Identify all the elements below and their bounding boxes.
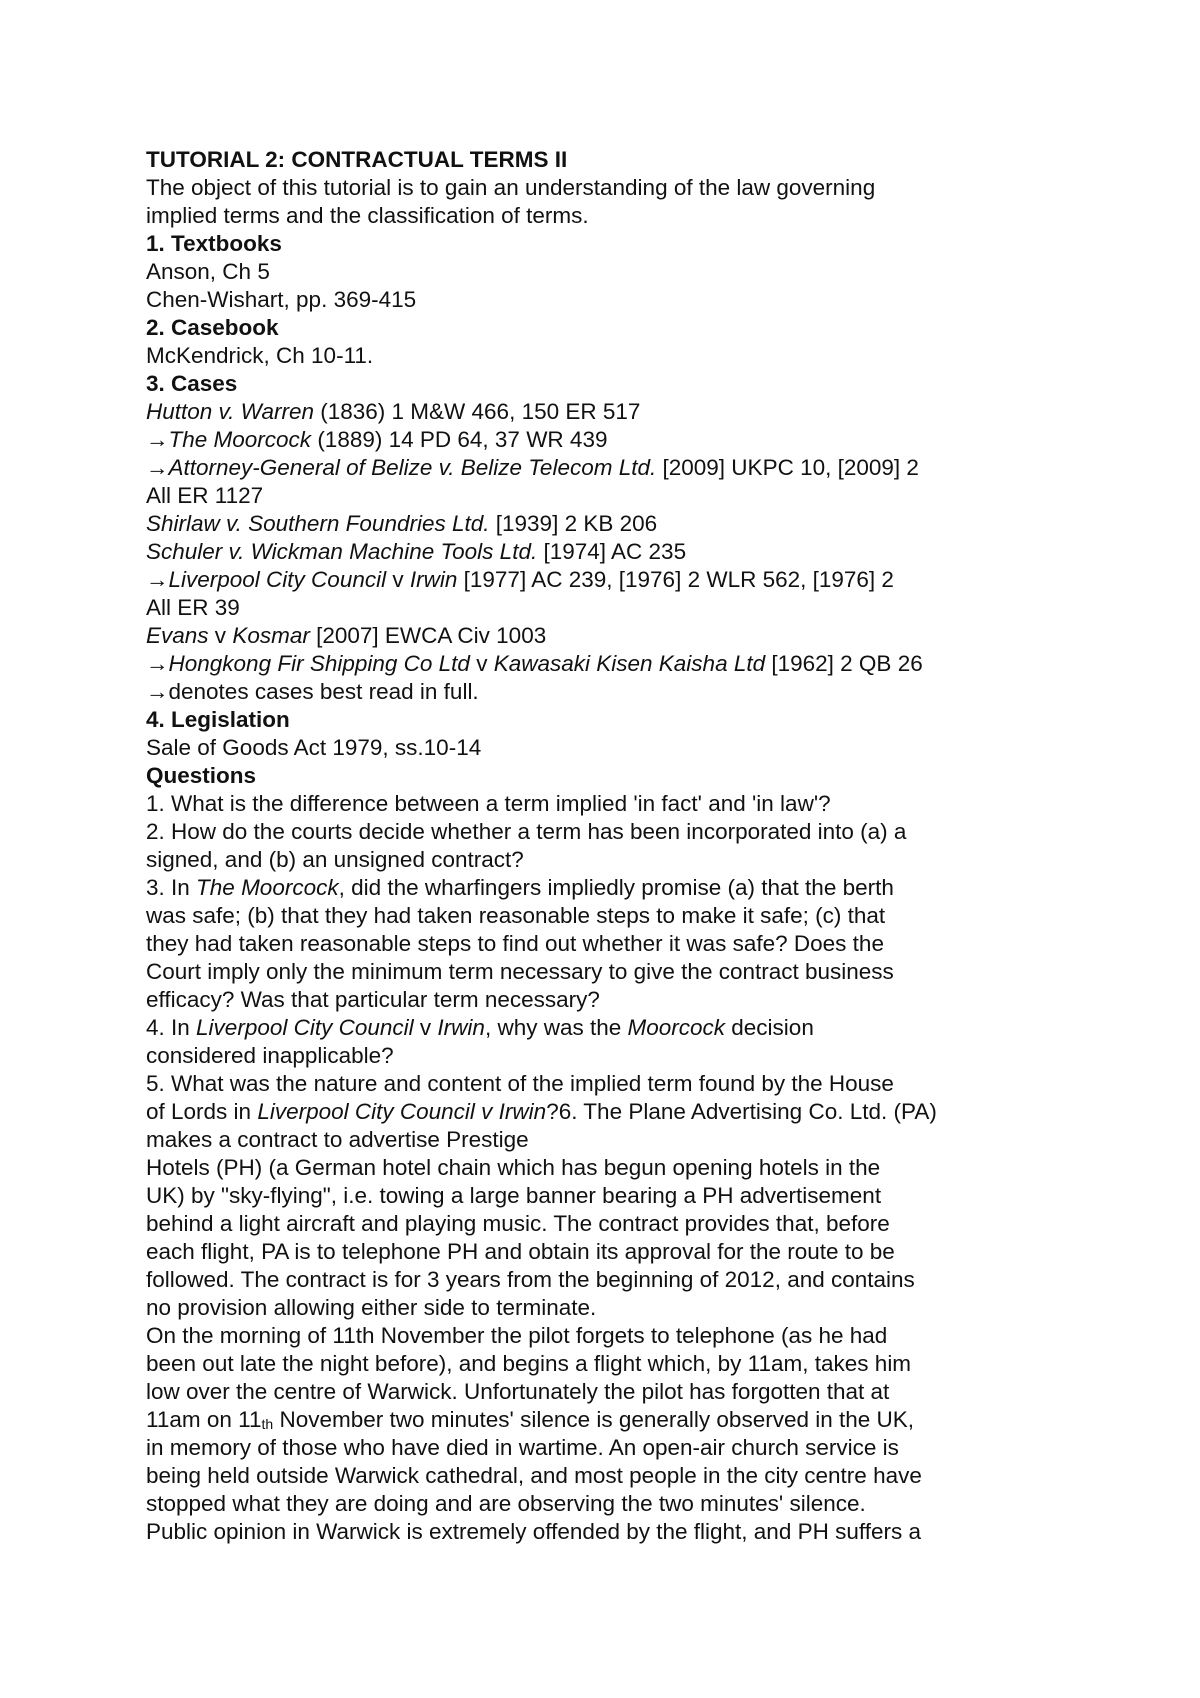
case-party: Liverpool City Council	[196, 1015, 414, 1040]
question-5-line: 5. What was the nature and content of the implied term found by the House	[146, 1071, 894, 1096]
question-5-line	[146, 1098, 1046, 1126]
case-name: The Moorcock	[196, 875, 339, 900]
document-body	[146, 146, 1046, 1546]
case-versus: v	[208, 623, 233, 648]
textbook-item: Chen-Wishart, pp. 369-415	[146, 287, 417, 312]
arrow-icon: →	[146, 567, 169, 592]
question-6-line: On the morning of 11th November the pilot forgets to telephone (as he had	[146, 1323, 888, 1348]
question-4-line: considered inapplicable?	[146, 1043, 394, 1068]
case-citation: [1977] AC 239, [1976] 2 WLR 562, [1976] 2	[457, 567, 894, 592]
question-6-text: November two minutes' silence is generally observed in the UK,	[273, 1407, 915, 1432]
case-item	[146, 538, 1046, 566]
question-6-line: being held outside Warwick cathedral, and most people in the city centre have	[146, 1463, 922, 1488]
page-title: TUTORIAL 2: CONTRACTUAL TERMS II	[146, 147, 568, 172]
legislation-item: Sale of Goods Act 1979, ss.10-14	[146, 735, 482, 760]
case-party: Kosmar	[232, 623, 310, 648]
question-6-line: Public opinion in Warwick is extremely offended by the flight, and PH suffers a	[146, 1519, 921, 1544]
textbook-item: Anson, Ch 5	[146, 259, 270, 284]
question-6-line: stopped what they are doing and are observing the two minutes' silence.	[146, 1491, 866, 1516]
questions-heading: Questions	[146, 763, 257, 788]
case-citation: (1889) 14 PD 64, 37 WR 439	[311, 427, 608, 452]
case-versus: v	[469, 651, 494, 676]
question-6-line: in memory of those who have died in wartime. An open-air church service is	[146, 1435, 899, 1460]
case-citation-continued: All ER 1127	[146, 483, 264, 508]
arrow-icon: →	[146, 455, 169, 480]
question-6-text: 11am on 11	[146, 1407, 262, 1432]
section-heading-textbooks: 1. Textbooks	[146, 231, 282, 256]
question-3-prefix: 3. In	[146, 875, 197, 900]
intro-line: The object of this tutorial is to gain an understanding of the law governing	[146, 175, 876, 200]
intro-line: implied terms and the classification of terms.	[146, 203, 589, 228]
question-4-prefix: 4. In	[146, 1015, 197, 1040]
question-6-line: makes a contract to advertise Prestige	[146, 1127, 529, 1152]
cases-note-text: denotes cases best read in full.	[168, 679, 479, 704]
arrow-icon: →	[146, 651, 169, 676]
case-item	[146, 510, 1046, 538]
ordinal-suffix: th	[261, 1416, 274, 1432]
case-item	[146, 650, 1046, 678]
case-versus: v	[386, 567, 410, 592]
case-party: Kawasaki Kisen Kaisha Ltd	[493, 651, 766, 676]
case-party: Liverpool City Council	[168, 567, 387, 592]
case-citation: [1939] 2 KB 206	[489, 511, 658, 536]
case-item	[146, 454, 1046, 482]
section-heading-cases: 3. Cases	[146, 371, 238, 396]
question-3-line	[146, 874, 1046, 902]
case-item	[146, 622, 1046, 650]
question-6-line: UK) by "sky-flying", i.e. towing a large banner bearing a PH advertisement	[146, 1183, 882, 1208]
case-name: Schuler v. Wickman Machine Tools Ltd.	[146, 539, 538, 564]
case-party: Hongkong Fir Shipping Co Ltd	[168, 651, 470, 676]
question-3-line: was safe; (b) that they had taken reasonable steps to make it safe; (c) that	[146, 903, 886, 928]
case-name: Shirlaw v. Southern Foundries Ltd.	[146, 511, 490, 536]
question-6-line: behind a light aircraft and playing music. The contract provides that, before	[146, 1211, 890, 1236]
case-name: The Moorcock	[168, 427, 312, 452]
question-6-line: no provision allowing either side to terminate.	[146, 1295, 597, 1320]
case-item	[146, 398, 1046, 426]
case-citation: [1962] 2 QB 26	[765, 651, 923, 676]
question-4-text: , why was the	[484, 1015, 628, 1040]
case-party: Evans	[146, 623, 209, 648]
case-item	[146, 426, 1046, 454]
case-name: Hutton v. Warren	[146, 399, 314, 424]
case-name: Moorcock	[627, 1015, 726, 1040]
case-citation: [2007] EWCA Civ 1003	[309, 623, 547, 648]
cases-note	[146, 678, 1046, 706]
question-6-line	[146, 1406, 1046, 1434]
section-heading-legislation: 4. Legislation	[146, 707, 290, 732]
question-1: 1. What is the difference between a term implied 'in fact' and 'in law'?	[146, 791, 831, 816]
arrow-icon: →	[146, 427, 169, 452]
case-versus: v	[413, 1015, 438, 1040]
question-5-prefix: of Lords in	[146, 1099, 258, 1124]
case-name: Liverpool City Council v Irwin	[257, 1099, 547, 1124]
case-citation-continued: All ER 39	[146, 595, 240, 620]
question-2-line: signed, and (b) an unsigned contract?	[146, 847, 524, 872]
section-heading-casebook: 2. Casebook	[146, 315, 279, 340]
question-3-line: efficacy? Was that particular term necessary?	[146, 987, 600, 1012]
question-4-text: decision	[725, 1015, 814, 1040]
question-6-line: followed. The contract is for 3 years from the beginning of 2012, and contains	[146, 1267, 915, 1292]
question-4-line	[146, 1014, 1046, 1042]
question-6-line: each flight, PA is to telephone PH and obtain its approval for the route to be	[146, 1239, 895, 1264]
case-party: Irwin	[437, 1015, 485, 1040]
case-citation: [2009] UKPC 10, [2009] 2	[656, 455, 919, 480]
case-party: Irwin	[409, 567, 458, 592]
case-item	[146, 566, 1046, 594]
casebook-item: McKendrick, Ch 10-11.	[146, 343, 374, 368]
question-3-text: , did the wharfingers impliedly promise (a) that the berth	[338, 875, 894, 900]
question-3-line: Court imply only the minimum term necessary to give the contract business	[146, 959, 894, 984]
case-citation: (1836) 1 M&W 466, 150 ER 517	[313, 399, 641, 424]
question-6-line: low over the centre of Warwick. Unfortunately the pilot has forgotten that at	[146, 1379, 890, 1404]
question-2-line: 2. How do the courts decide whether a term has been incorporated into (a) a	[146, 819, 907, 844]
question-5-text: ?6. The Plane Advertising Co. Ltd. (PA)	[546, 1099, 937, 1124]
question-6-line: been out late the night before), and begins a flight which, by 11am, takes him	[146, 1351, 912, 1376]
question-3-line: they had taken reasonable steps to find out whether it was safe? Does the	[146, 931, 884, 956]
question-6-line: Hotels (PH) (a German hotel chain which has begun opening hotels in the	[146, 1155, 881, 1180]
case-name: Attorney-General of Belize v. Belize Telecom Ltd.	[168, 455, 657, 480]
arrow-icon: →	[146, 679, 169, 704]
case-citation: [1974] AC 235	[537, 539, 687, 564]
